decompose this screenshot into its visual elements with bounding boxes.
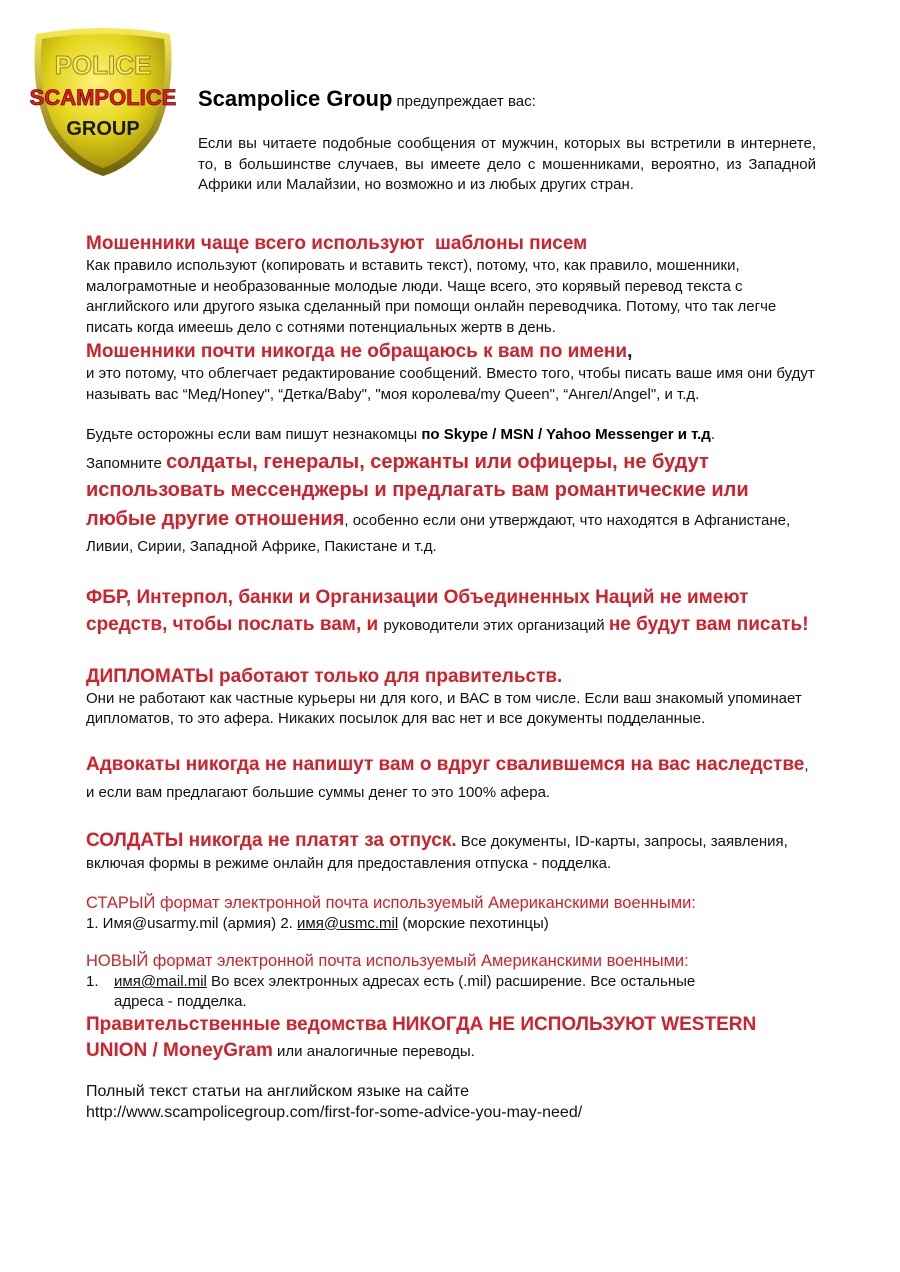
heading-tail: , bbox=[627, 341, 633, 362]
highlight-text: не будут вам писать! bbox=[608, 614, 809, 635]
section-body: Они не работают как частные курьеры ни для кого, и ВАС в том числе. Если ваш знакомый упоминает дипломатов, то это афера. Никаких посылок для вас нет и все документы подделанные. bbox=[86, 689, 802, 727]
logo-text-scampolice: SCAMPOLICE bbox=[30, 85, 176, 110]
scampolice-logo bbox=[30, 26, 176, 178]
footer-source bbox=[86, 1082, 816, 1123]
section-messengers bbox=[86, 425, 816, 561]
intro-paragraph: Если вы читаете подобные сообщения от мужчин, которых вы встретили в интернете, то, в большинстве случаев, вы имеете дело с мошенниками, вероятно, из Западной Африки или Малайзии, но возможно и из любых других стран. bbox=[198, 135, 816, 193]
text-run: . bbox=[710, 426, 715, 443]
text-run: 1. Имя@usarmy.mil (армия) 2. bbox=[86, 914, 298, 932]
email-example bbox=[86, 914, 816, 935]
text-run: Запомните bbox=[86, 454, 167, 472]
list-item bbox=[86, 972, 816, 1012]
source-url[interactable]: http://www.scampolicegroup.com/first-for-some-advice-you-may-need/ bbox=[86, 1103, 583, 1121]
logo-text-police: POLICE bbox=[54, 50, 152, 80]
section-money-transfer bbox=[86, 1012, 816, 1064]
footer-text: Полный текст статьи на английском языке на сайте bbox=[86, 1083, 470, 1100]
section-lawyers bbox=[86, 752, 816, 806]
heading-text: Мошенники почти никогда не обращаюсь к вам по имени bbox=[86, 341, 628, 362]
section-heading: СТАРЫЙ формат электронной почта используемый Американскими военными: bbox=[86, 893, 696, 912]
email-link[interactable]: имя@mail.mil bbox=[114, 973, 207, 990]
text-run: руководители этих организаций bbox=[383, 617, 609, 634]
section-body: и это потому, что облегчает редактирование сообщений. Вместо того, чтобы писать ваше имя они будут называть вас “Мед/Honey", “Детка/Baby", "моя королева/my Queen", “Ангел/Angel", и т.д. bbox=[86, 365, 815, 403]
brand-suffix: предупреждает вас: bbox=[392, 93, 536, 110]
section-organizations bbox=[86, 585, 816, 640]
text-run: адреса - подделка. bbox=[114, 993, 247, 1010]
text-run: (морские пехотинцы) bbox=[398, 914, 549, 932]
main-content bbox=[86, 231, 816, 1123]
remember-paragraph bbox=[86, 449, 816, 561]
messengers-list: по Skype / MSN / Yahoo Messenger и т.д bbox=[421, 426, 711, 443]
section-heading bbox=[86, 339, 816, 364]
logo-text-group: GROUP bbox=[66, 118, 140, 140]
brand-name: Scampolice Group bbox=[198, 86, 393, 111]
email-link[interactable]: имя@usmc.mil bbox=[297, 914, 399, 932]
section-new-email bbox=[86, 951, 816, 1012]
text-run: Будьте осторожны если вам пишут незнакомцы bbox=[86, 426, 422, 443]
section-heading: НОВЫЙ формат электронной почта используемый Американскими военными: bbox=[86, 952, 689, 970]
section-soldiers bbox=[86, 828, 816, 875]
text-run: , и если вам предлагают большие суммы денег то это 100% афера. bbox=[86, 756, 809, 801]
text-run: , особенно если они утверждают, что находятся в Афганистане, Ливии, Сирии, Западной Африке, Пакистане и т.д. bbox=[86, 511, 791, 555]
section-names bbox=[86, 339, 816, 405]
section-old-email bbox=[86, 893, 816, 935]
section-templates bbox=[86, 231, 816, 338]
section-heading: Мошенники чаще всего используют шаблоны писем bbox=[86, 233, 588, 254]
text-run: Во всех электронных адресах есть (.mil) расширение. Все остальные bbox=[206, 973, 696, 990]
header-title bbox=[198, 86, 536, 112]
highlight-text: СОЛДАТЫ никогда не платят за отпуск. bbox=[86, 829, 457, 851]
highlight-text: Адвокаты никогда не напишут вам о вдруг свалившемся на вас наследстве bbox=[86, 753, 805, 775]
list-number: 1. bbox=[86, 973, 99, 990]
text-run: или аналогичные переводы. bbox=[272, 1043, 475, 1060]
highlight-text: Правительственные ведомства НИКОГДА НЕ ИСПОЛЬЗУЮТ WESTERN UNION / MoneyGram bbox=[86, 1014, 757, 1061]
text-run: Все документы, ID-карты, запросы, заявления, включая формы в режиме онлайн для предоставления отпуска - подделка. bbox=[86, 832, 788, 872]
section-diplomats bbox=[86, 664, 816, 730]
highlight-text: ФБР, Интерпол, банки и Организации Объединенных Наций не имеют средств, чтобы послать вам, и bbox=[86, 586, 749, 635]
section-body: Как правило используют (копировать и вставить текст), потому, что, как правило, мошенники, малограмотные и необразованные молодые люди. Чаще всего, это корявый перевод текста с английского или другого языка сделанный при помощи онлайн переводчика. Потому, что так легче писать когда имеешь дело с сотнями потенциальных жертв в день. bbox=[86, 257, 777, 336]
highlight-text: солдаты, генералы, сержанты или офицеры, не будут использовать мессенджеры и предлагать вам романтические или любые другие отношения bbox=[86, 450, 749, 530]
warning-paragraph bbox=[86, 425, 816, 446]
section-heading: ДИПЛОМАТЫ работают только для правительств. bbox=[86, 665, 563, 687]
